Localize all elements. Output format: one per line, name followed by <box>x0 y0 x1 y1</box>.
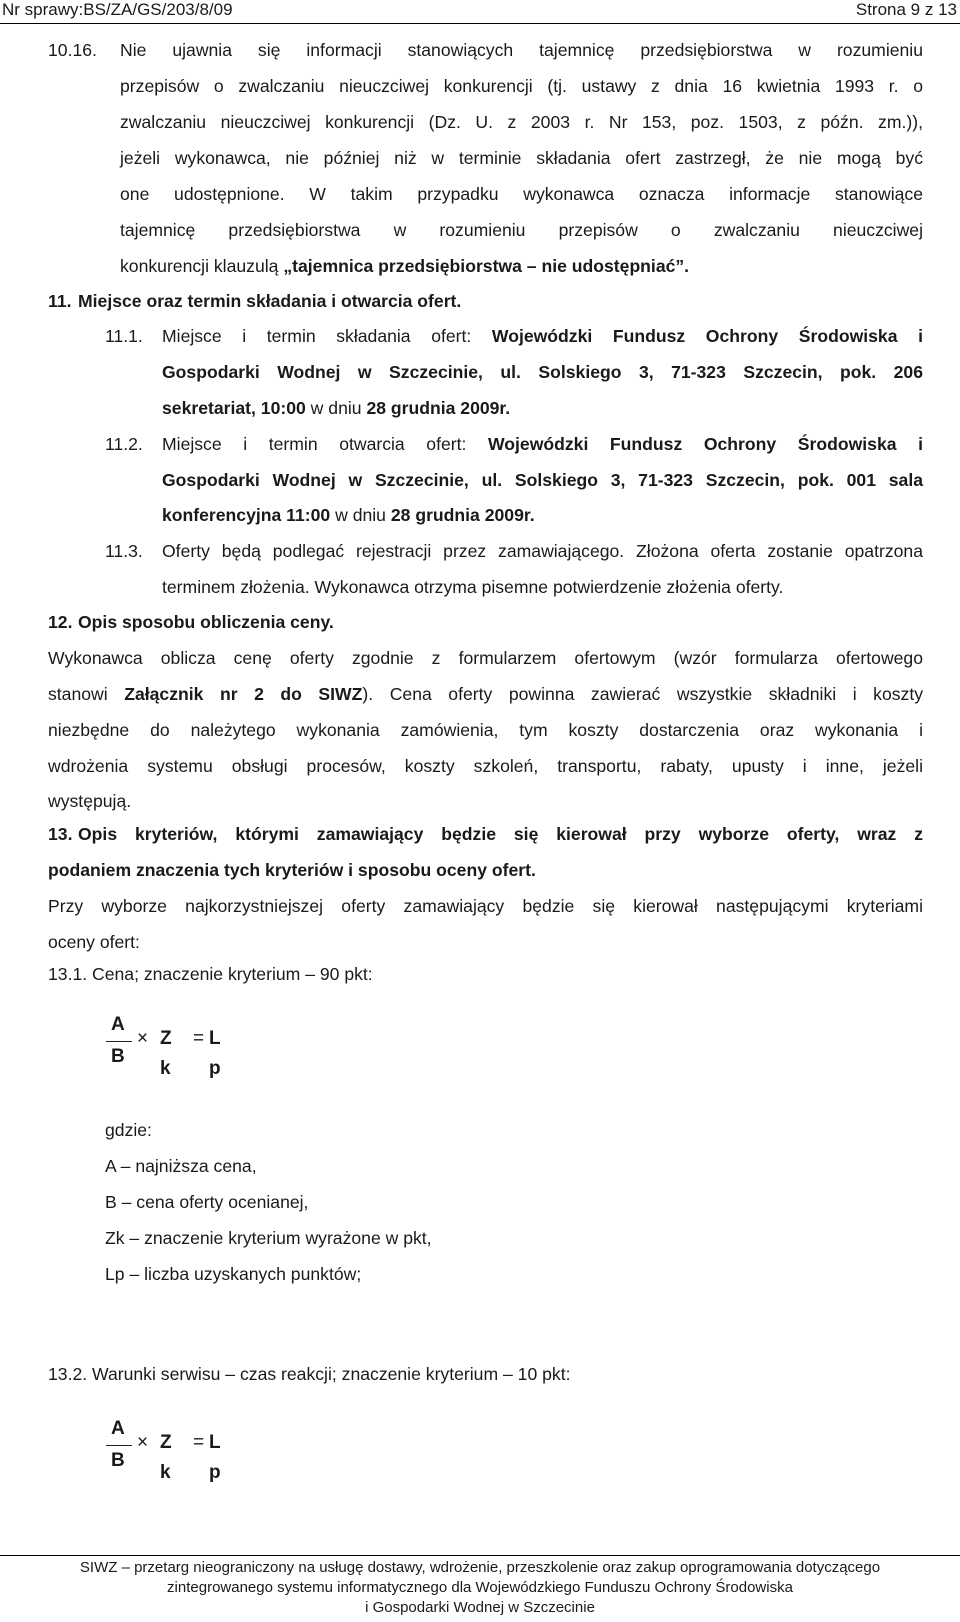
formula-1-Z: Z <box>160 1028 172 1049</box>
section-12-title: Opis sposobu obliczenia ceny. <box>78 612 334 632</box>
s12-line-1: Wykonawca oblicza cenę oferty zgodnie z formularzem ofertowym (wzór formularza ofertowego <box>48 648 923 668</box>
confidentiality-clause: „tajemnica przedsiębiorstwa – nie udostępniać”. <box>283 256 690 276</box>
section-number-10-16: 10.16. <box>48 40 97 60</box>
formula-1-L: L <box>209 1028 221 1049</box>
s11-1-date: 28 grudnia 2009r. <box>366 398 511 418</box>
s10-16-line-4: jeżeli wykonawca, nie później niż w terminie składania ofert zastrzegł, że nie mogą być <box>120 148 923 168</box>
s11-2-date: 28 grudnia 2009r. <box>390 505 535 525</box>
formula-1-A: A <box>111 1014 125 1035</box>
definition-Lp: Lp – liczba uzyskanych punktów; <box>105 1264 362 1284</box>
section-number-11: 11. <box>48 291 72 311</box>
s11-1-line-3 <box>162 390 510 426</box>
section-number-11-1: 11.1. <box>105 326 143 346</box>
criterion-13-1: 13.1. Cena; znaczenie kryterium – 90 pkt: <box>48 964 373 984</box>
s11-1-label: Miejsce i termin składania ofert: <box>162 326 492 346</box>
formula-1-equals: = <box>193 1028 205 1049</box>
s13-line-2: oceny ofert: <box>48 932 140 952</box>
s12-line-2-a: stanowi <box>48 684 125 704</box>
s11-1-institution: Wojewódzki Fundusz Ochrony Środowiska i <box>491 326 923 346</box>
s10-16-line-6: tajemnicę przedsiębiorstwa w rozumieniu przepisów o zwalczaniu nieuczciwej <box>120 220 923 240</box>
s10-16-line-7-text: konkurencji klauzulą <box>120 256 284 276</box>
s10-16-line-2: przepisów o zwalczaniu nieuczciwej konkurencji (tj. ustawy z dnia 16 kwietnia 1993 r. o <box>120 76 923 96</box>
formula-2-k: k <box>160 1462 171 1483</box>
document-number: Nr sprawy:BS/ZA/GS/203/8/09 <box>2 0 233 19</box>
footer-line-2: zintegrowanego systemu informatycznego dla Wojewódzkiego Funduszu Ochrony Środowiska <box>167 1579 793 1596</box>
criterion-13-2: 13.2. Warunki serwisu – czas reakcji; znaczenie kryterium – 10 pkt: <box>48 1364 571 1384</box>
s11-1-day-label: w dniu <box>305 398 367 418</box>
s12-line-2 <box>48 676 923 712</box>
s11-1-line-1 <box>162 318 923 354</box>
definition-B: B – cena oferty ocenianej, <box>105 1192 309 1212</box>
s11-2-line-3 <box>162 497 535 533</box>
s10-16-line-1: Nie ujawnia się informacji stanowiących tajemnicę przedsiębiorstwa w rozumieniu <box>120 40 923 60</box>
section-13-title-line-2: podaniem znaczenia tych kryteriów i sposobu oceny ofert. <box>48 860 536 880</box>
s11-2-time: konferencyjna 11:00 <box>162 505 331 525</box>
header-divider <box>0 23 960 24</box>
footer-line-1: SIWZ – przetarg nieograniczony na usługę dostawy, wdrożenie, przeszkolenie oraz zakup oprogramowania dotyczącego <box>79 1559 881 1576</box>
s11-2-label: Miejsce i termin otwarcia ofert: <box>162 434 488 454</box>
s12-line-2-c: ). Cena oferty powinna zawierać wszystkie składniki i koszty <box>362 684 924 704</box>
s11-1-time: sekretariat, 10:00 <box>162 398 306 418</box>
formula-2-L: L <box>209 1432 221 1453</box>
formula-1-fraction-bar <box>106 1041 132 1042</box>
section-number-11-3: 11.3. <box>105 541 143 561</box>
where-label: gdzie: <box>105 1120 152 1140</box>
section-13-title-line-1: Opis kryteriów, którymi zamawiający będzie się kierował przy wyborze oferty, wraz z <box>78 824 923 844</box>
s11-2-line-1 <box>162 426 923 462</box>
s11-2-line-2: Gospodarki Wodnej w Szczecinie, ul. Solskiego 3, 71-323 Szczecin, pok. 001 sala <box>162 470 923 490</box>
formula-1-B: B <box>111 1046 125 1067</box>
s11-1-line-2: Gospodarki Wodnej w Szczecinie, ul. Solskiego 3, 71-323 Szczecin, pok. 206 <box>162 362 923 382</box>
section-11-title: Miejsce oraz termin składania i otwarcia ofert. <box>78 291 462 311</box>
s12-line-4: wdrożenia systemu obsługi procesów, koszty szkoleń, transportu, rabaty, upusty i inne, jeżeli <box>48 756 923 776</box>
s10-16-line-3: zwalczaniu nieuczciwej konkurencji (Dz. U. z 2003 r. Nr 153, poz. 1503, z późn. zm.)), <box>120 112 923 132</box>
s11-2-institution: Wojewódzki Fundusz Ochrony Środowiska i <box>487 434 923 454</box>
s12-line-3: niezbędne do należytego wykonania zamówienia, tym koszty dostarczenia oraz wykonania i <box>48 720 923 740</box>
formula-2-A: A <box>111 1418 125 1439</box>
section-number-13: 13. <box>48 824 73 844</box>
formula-1-times: × <box>137 1028 149 1049</box>
s10-16-line-5: one udostępnione. W takim przypadku wykonawca oznacza informacje stanowiące <box>120 184 923 204</box>
s11-3-line-1: Oferty będą podlegać rejestracji przez zamawiającego. Złożona oferta zostanie opatrzona <box>162 541 923 561</box>
formula-2-times: × <box>137 1432 149 1453</box>
formula-2-Z: Z <box>160 1432 172 1453</box>
s12-line-5: występują. <box>48 791 132 811</box>
formula-2-fraction-bar <box>106 1445 132 1446</box>
formula-2-equals: = <box>193 1432 205 1453</box>
section-number-12: 12. <box>48 612 73 632</box>
section-number-11-2: 11.2. <box>105 434 143 454</box>
footer-divider <box>0 1555 960 1556</box>
formula-2-p: p <box>209 1462 221 1483</box>
s10-16-line-7 <box>120 248 689 284</box>
page-number: Strona 9 z 13 <box>855 0 957 19</box>
formula-2-B: B <box>111 1450 125 1471</box>
s11-2-day-label: w dniu <box>330 505 391 525</box>
definition-Zk: Zk – znaczenie kryterium wyrażone w pkt, <box>105 1228 432 1248</box>
footer-line-3: i Gospodarki Wodnej w Szczecinie <box>365 1599 595 1616</box>
formula-1-p: p <box>209 1058 221 1079</box>
definition-A: A – najniższa cena, <box>105 1156 257 1176</box>
s11-3-line-2: terminem złożenia. Wykonawca otrzyma pisemne potwierdzenie złożenia oferty. <box>162 577 784 597</box>
formula-1-k: k <box>160 1058 171 1079</box>
attachment-reference: Załącznik nr 2 do SIWZ <box>124 684 363 704</box>
s13-line-1: Przy wyborze najkorzystniejszej oferty zamawiający będzie się kierował następującymi kryteriami <box>48 896 923 916</box>
